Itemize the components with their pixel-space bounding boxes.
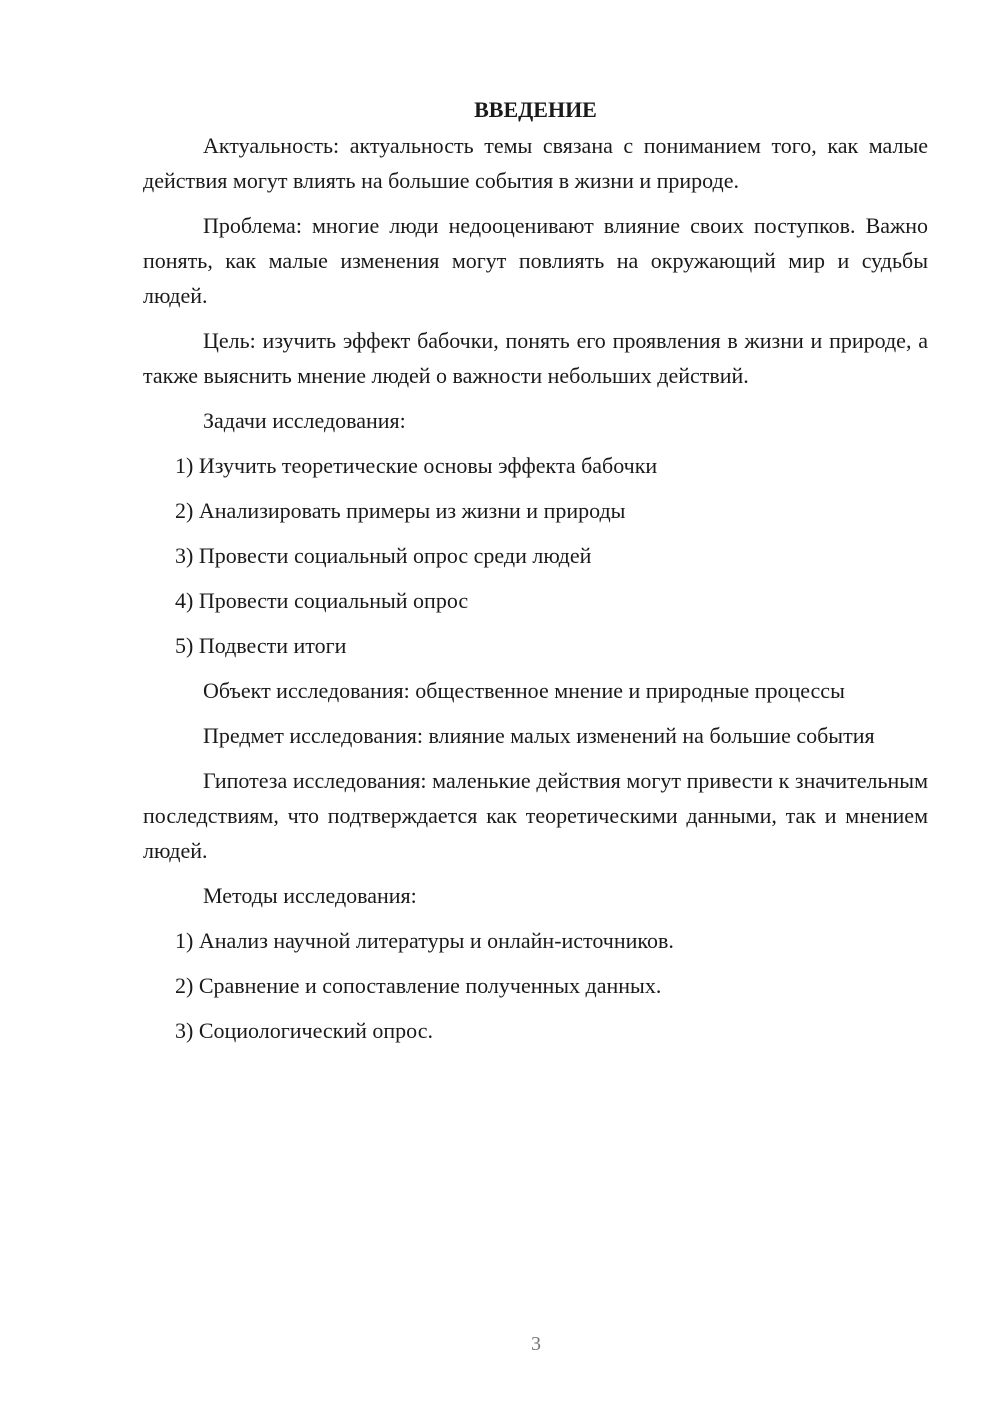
- relevance-paragraph: Актуальность: актуальность темы связана с пониманием того, как малые действия могут влиять на большие события в жизни и природе.: [143, 133, 928, 193]
- methods-list: [143, 923, 928, 1048]
- document-page: [143, 92, 928, 1058]
- page-number: 3: [531, 1333, 541, 1355]
- methods-heading: Методы исследования:: [203, 883, 417, 908]
- problem-paragraph: Проблема: многие люди недооценивают влияние своих поступков. Важно понять, как малые изменения могут повлиять на окружающий мир и судьбы людей.: [143, 213, 928, 308]
- tasks-list: [143, 448, 928, 663]
- goal-paragraph: Цель: изучить эффект бабочки, понять его проявления в жизни и природе, а также выяснить мнение людей о важности небольших действий.: [143, 328, 928, 388]
- list-item: 2) Сравнение и сопоставление полученных данных.: [175, 973, 662, 998]
- list-item: 3) Провести социальный опрос среди людей: [175, 543, 592, 568]
- list-item: 1) Анализ научной литературы и онлайн-источников.: [175, 928, 674, 953]
- subject-paragraph: Предмет исследования: влияние малых изменений на большие события: [203, 723, 875, 748]
- list-item: 4) Провести социальный опрос: [175, 588, 469, 613]
- list-item: 5) Подвести итоги: [175, 633, 347, 658]
- list-item: 2) Анализировать примеры из жизни и природы: [175, 498, 626, 523]
- list-item: 1) Изучить теоретические основы эффекта бабочки: [175, 453, 658, 478]
- tasks-heading: Задачи исследования:: [203, 408, 406, 433]
- hypothesis-paragraph: Гипотеза исследования: маленькие действия могут привести к значительным последствиям, что подтверждается как теоретическими данными, так и мнением людей.: [143, 768, 928, 863]
- list-item: 3) Социологический опрос.: [175, 1018, 433, 1043]
- section-title: ВВЕДЕНИЕ: [474, 97, 597, 122]
- object-paragraph: Объект исследования: общественное мнение и природные процессы: [203, 678, 845, 703]
